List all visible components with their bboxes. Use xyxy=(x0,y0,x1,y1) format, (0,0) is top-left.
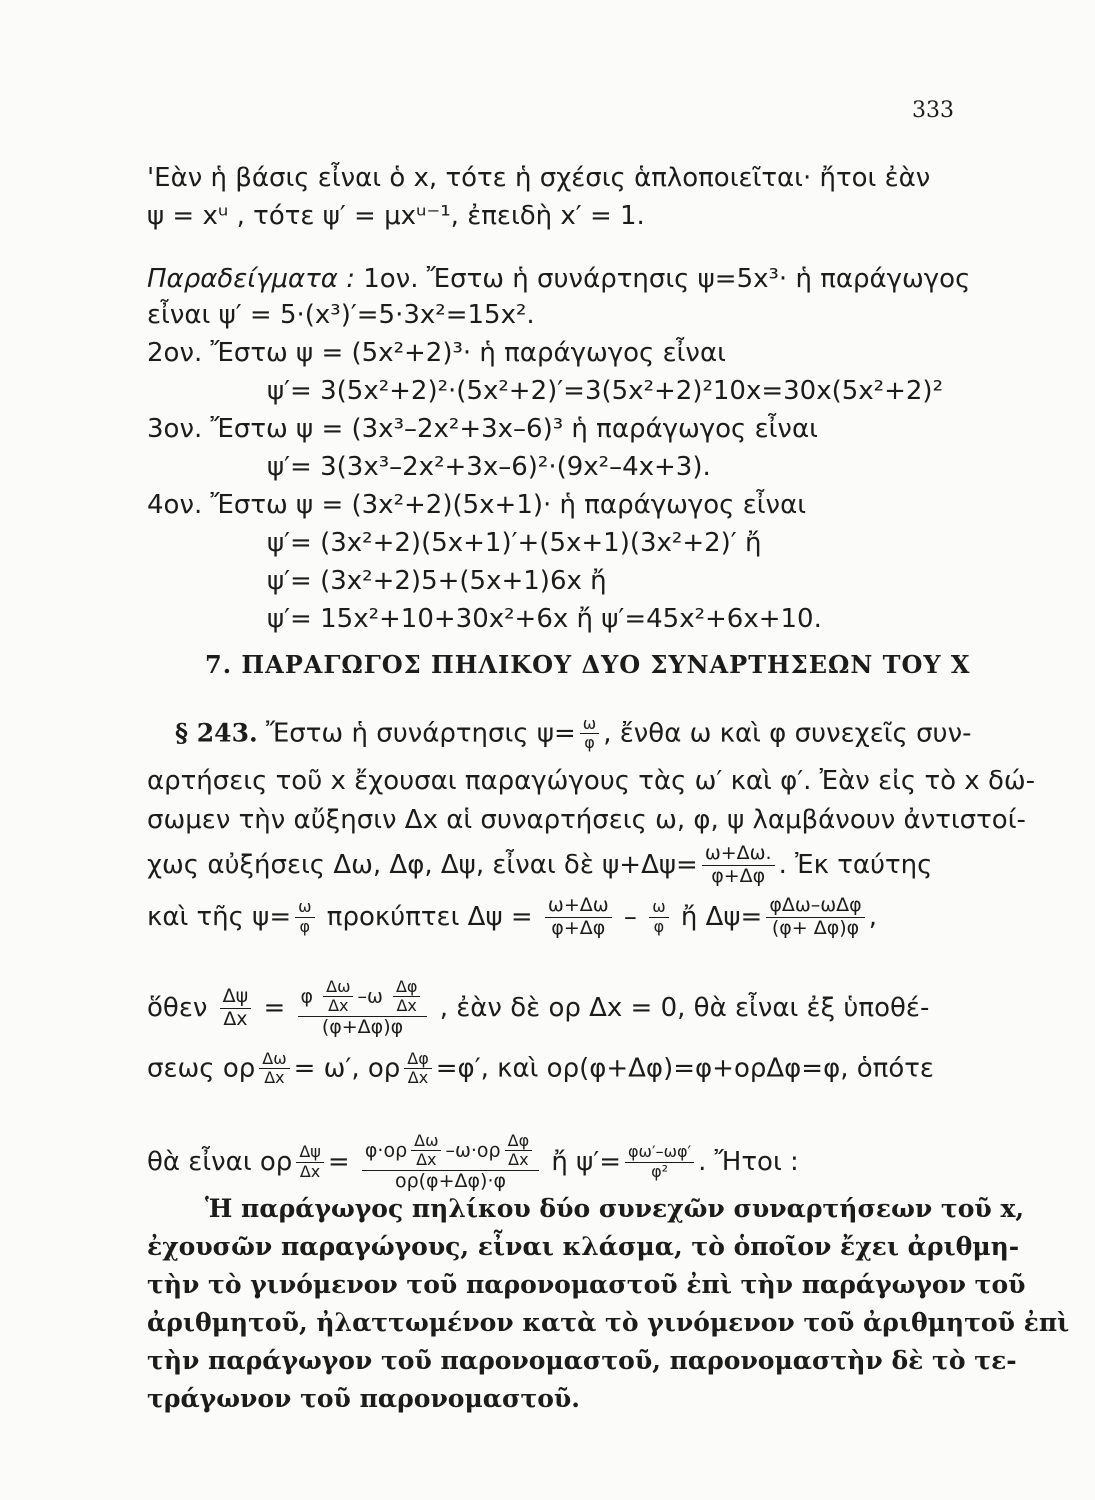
theorem-line-3: τὴν τὸ γινόμενον τοῦ παρονομαστοῦ ἐπὶ τὴν παράγωγον τοῦ xyxy=(147,1270,1026,1299)
page-number: 333 xyxy=(912,98,954,123)
frac-domega-dx-2: $\frac{\Delta\omega}{\Delta x}$ xyxy=(259,1050,289,1088)
section-heading: 7. ΠΑΡΑΓΩΓΟΣ ΠΗΛΙΚΟΥ ΔΥΟ ΣΥΝΑΡΤΗΣΕΩΝ ΤΟΥ Χ xyxy=(205,650,971,679)
example-1 xyxy=(147,262,970,296)
theorem-line-1: Ἡ παράγωγος πηλίκου δύο συνεχῶν συναρτήσεων τοῦ x, xyxy=(205,1194,1025,1223)
example-1b: εἶναι ψ′ = 5·(x³)′=5·3x²=15x². xyxy=(147,300,535,330)
theorem-line-6: τράγωνον τοῦ παρονομαστοῦ. xyxy=(147,1384,580,1413)
frac-limit-quotient: φ·ορ $\frac{\Delta\omega}{\Delta x}$ –ω·ορ $\frac{\Delta\varphi}{\Delta x}$ ορ(φ+Δφ)·φ xyxy=(362,1132,539,1193)
frac-domega-dx: $\frac{\Delta\omega}{\Delta x}$ xyxy=(323,978,353,1016)
frac-omega-phi-2: $\frac{\omega}{\varphi}$ xyxy=(295,898,314,936)
section-l6b: = xyxy=(263,992,286,1023)
frac-delta-numer: $\frac{\omega+\Delta\omega}{\varphi+\Delta\varphi}$ xyxy=(545,895,612,940)
section-l5c: – xyxy=(623,901,637,932)
section-l5a: καὶ τῆς ψ= xyxy=(147,901,292,932)
section-l5b: προκύπτει Δψ = xyxy=(326,901,533,932)
section-number: § 243. xyxy=(175,718,258,748)
example-4d: ψ′= 15x²+10+30x²+6x ἤ ψ′=45x²+6x+10. xyxy=(267,604,822,634)
example-1-text: 1ον. Ἔστω ἡ συνάρτησις ψ=5x³· ἡ παράγωγος xyxy=(363,264,971,294)
section-l7c: =φ′, καὶ ορ(φ+Δφ)=φ+ορΔφ=φ, ὁπότε xyxy=(435,1053,934,1084)
frac-dpsi-result: φΔω–ωΔφ (φ+ Δφ)φ xyxy=(766,895,864,940)
example-4c: ψ′= (3x²+2)5+(5x+1)6x ἤ xyxy=(267,566,607,596)
frac-dphi-dx-2: $\frac{\Delta\varphi}{\Delta x}$ xyxy=(404,1050,432,1088)
section-l1a: Ἔστω ἡ συνάρτησις ψ= xyxy=(265,718,576,749)
example-4b: ψ′= (3x²+2)(5x+1)′+(5x+1)(3x²+2)′ ἤ xyxy=(267,528,762,558)
example-2: 2ον. Ἔστω ψ = (5x²+2)³· ἡ παράγωγος εἶναι xyxy=(147,338,726,368)
intro-line-1: 'Εὰν ἡ βάσις εἶναι ὁ x, τότε ἡ σχέσις ἁπλοποιεῖται· ἤτοι ἐὰν xyxy=(147,163,931,193)
example-3: 3ον. Ἔστω ψ = (3x³–2x²+3x–6)³ ἡ παράγωγος εἶναι xyxy=(147,414,818,444)
section-line-8 xyxy=(147,1132,799,1193)
section-l8f: . Ἤτοι : xyxy=(698,1146,799,1177)
section-line-7 xyxy=(147,1050,934,1088)
section-l8b: = xyxy=(327,1146,350,1177)
section-l7b: = ω′, ορ xyxy=(293,1053,401,1084)
examples-label: Παραδείγματα : xyxy=(147,264,355,294)
section-l4a: χως αὐξήσεις Δω, Δφ, Δψ, εἶναι δὲ ψ+Δψ= xyxy=(147,849,698,880)
section-l7a: σεως ορ xyxy=(147,1053,256,1084)
frac-dphi-dx-3: $\frac{\Delta\varphi}{\Delta x}$ xyxy=(505,1132,533,1170)
section-l6d: , ἐὰν δὲ ορ Δx = 0, θὰ εἶναι ἐξ ὑποθέ- xyxy=(439,992,930,1023)
section-line-2: αρτήσεις τοῦ x ἔχουσαι παραγώγους τὰς ω′ καὶ φ′. Ἐὰν εἰς τὸ x δώ- xyxy=(147,766,1035,796)
section-l8a: θὰ εἶναι ορ xyxy=(147,1146,293,1177)
frac-domega-dx-3: $\frac{\Delta\omega}{\Delta x}$ xyxy=(411,1132,441,1170)
section-l8e: ἤ ψ′= xyxy=(551,1146,621,1177)
frac-dpsi-dx-2: $\frac{\Delta\psi}{\Delta x}$ xyxy=(296,1143,324,1181)
example-3b: ψ′= 3(3x³–2x²+3x–6)²·(9x²–4x+3). xyxy=(267,452,711,482)
theorem-line-2: ἐχουσῶν παραγώγους, εἶναι κλάσμα, τὸ ὁποῖον ἔχει ἀριθμη- xyxy=(147,1232,1020,1261)
frac-quotient-rule: $\frac{\varphi\omega'-\omega\varphi'}{\text{φ²}}$ xyxy=(625,1143,694,1181)
frac-omega-phi-3: $\frac{\omega}{\varphi}$ xyxy=(649,898,668,936)
theorem-line-5: τὴν παράγωγον τοῦ παρονομαστοῦ, παρονομαστὴν δὲ τὸ τε- xyxy=(147,1346,1017,1375)
frac-omega-over-phi: $\frac{\omega}{\varphi}$ xyxy=(580,715,599,753)
frac-dphi-dx: $\frac{\Delta\varphi}{\Delta x}$ xyxy=(393,978,421,1016)
section-l1b: , ἔνθα ω καὶ φ συνεχεῖς συν- xyxy=(603,718,972,749)
section-line-5 xyxy=(147,895,877,940)
section-l5d: ἤ Δψ= xyxy=(680,901,763,932)
example-2b: ψ′= 3(5x²+2)²·(5x²+2)′=3(5x²+2)²10x=30x(5x²+2)² xyxy=(267,376,943,406)
frac-compound-quotient: φ $\frac{\Delta\omega}{\Delta x}$ –ω $\frac{\Delta\varphi}{\Delta x}$ (φ+Δφ)φ xyxy=(298,978,428,1039)
section-l4b: . Ἐκ ταύτης xyxy=(778,849,933,880)
section-line-3: σωμεν τὴν αὔξησιν Δx αἱ συναρτήσεις ω, φ, ψ λαμβάνουν ἀντιστοί- xyxy=(147,805,1026,835)
section-line-6 xyxy=(147,978,929,1039)
section-l5e: , xyxy=(868,901,877,932)
section-l6a: ὅθεν xyxy=(147,992,208,1023)
intro-line-2: ψ = xᵘ , τότε ψ′ = μxᵘ⁻¹, ἐπειδὴ x′ = 1. xyxy=(147,201,645,231)
section-line-4 xyxy=(147,843,932,888)
frac-dpsi-dx: $\frac{\Delta\psi}{\Delta x}$ xyxy=(220,986,252,1031)
section-line-1 xyxy=(175,715,972,753)
frac-omega-plus-domega: $\frac{\omega+\Delta\omega.}{\varphi+\Delta\varphi}$ xyxy=(702,843,775,888)
example-4: 4ον. Ἔστω ψ = (3x²+2)(5x+1)· ἡ παράγωγος εἶναι xyxy=(147,490,807,520)
theorem-line-4: ἀριθμητοῦ, ἠλαττωμένον κατὰ τὸ γινόμενον τοῦ ἀριθμητοῦ ἐπὶ xyxy=(147,1308,1070,1337)
